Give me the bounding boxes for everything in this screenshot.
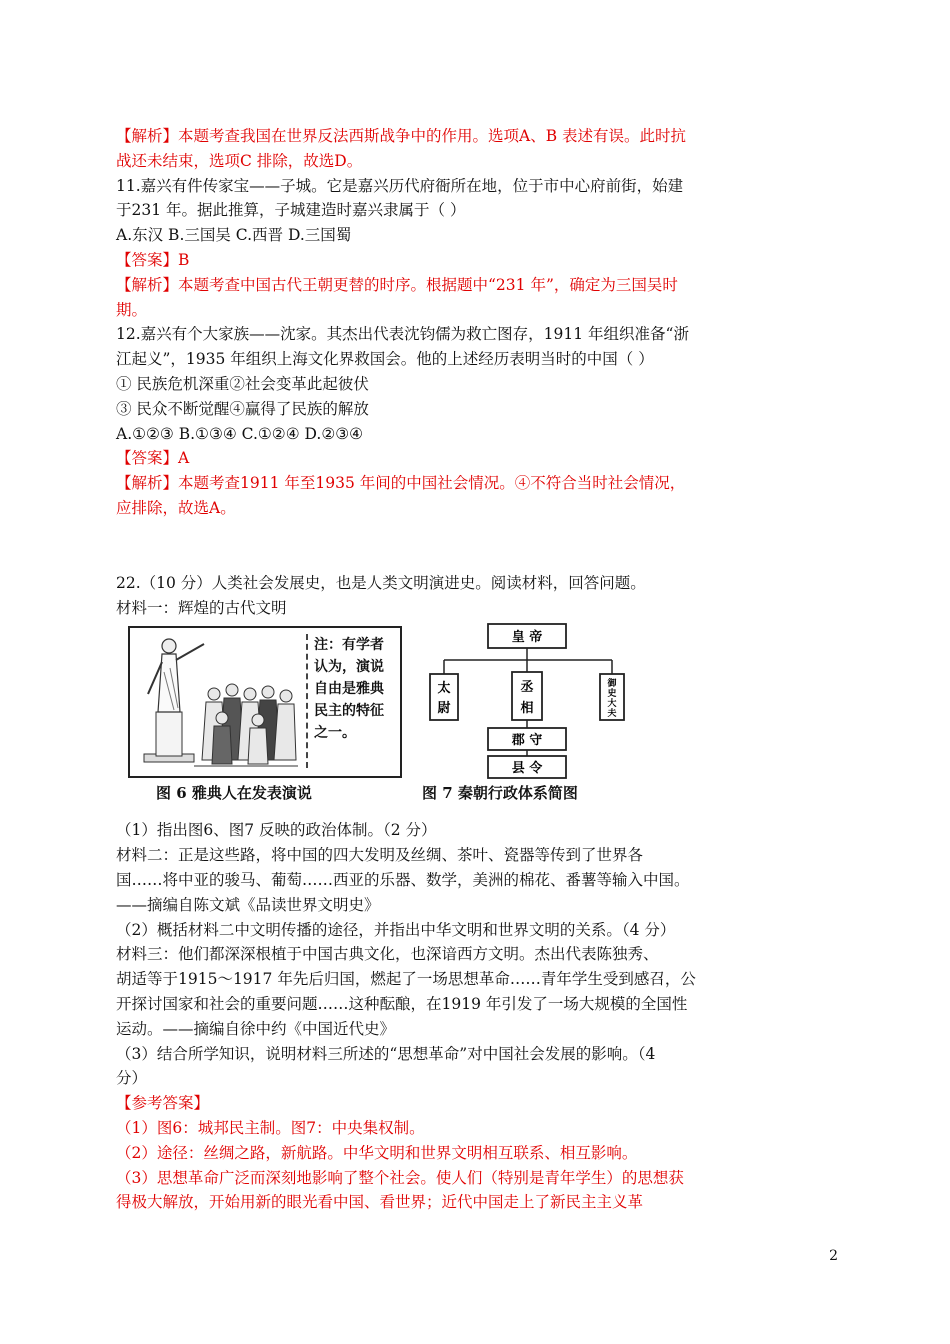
text-line: 材料三：他们都深深根植于中国古典文化，也深谙西方文明。杰出代表陈独秀、 [116, 945, 659, 964]
node-taiwei-2: 尉 [437, 701, 451, 717]
text-line: 11.嘉兴有件传家宝——子城。它是嘉兴历代府衙所在地，位于市中心府前街，始建 [116, 176, 684, 195]
text-line: ① 民族危机深重②社会变革此起彼伏 [116, 374, 369, 393]
node-emperor: 皇 帝 [511, 630, 543, 646]
text-line: 材料二：正是这些路，将中国的四大发明及丝绸、茶叶、瓷器等传到了世界各 [116, 846, 644, 865]
node-yushi-3: 大 [607, 699, 617, 710]
athens-orator-illustration [134, 632, 300, 770]
text-line: 分） [116, 1069, 148, 1088]
node-xianling: 县 令 [511, 761, 543, 777]
page-number: 2 [829, 1248, 838, 1264]
text-line: A.①②③ B.①③④ C.①②④ D.②③④ [116, 424, 364, 443]
text-line: （2）概括材料二中文明传播的途径，并指出中华文明和世界文明的关系。（4 分） [116, 920, 676, 939]
document-body [116, 124, 756, 1215]
node-junshou: 郡 守 [511, 733, 543, 749]
text-line: A.东汉 B.三国吴 C.西晋 D.三国蜀 [116, 226, 352, 245]
text-line: 运动。——摘编自徐中约《中国近代史》 [116, 1019, 396, 1038]
figure-6-note: 注：有学者认为，演说自由是雅典民主的特征之一。 [306, 634, 394, 768]
text-line: 【解析】本题考查1911 年至1935 年间的中国社会情况。④不符合当时社会情况， [116, 474, 686, 493]
figure-6-caption: 图 6 雅典人在发表演说 [156, 784, 312, 803]
node-chengxiang-2: 相 [520, 701, 534, 717]
text-line: 12.嘉兴有个大家族——沈家。其杰出代表沈钧儒为救亡图存，1911 年组织准备“浙 [116, 325, 689, 344]
text-line: 开探讨国家和社会的重要问题……这种酝酿，在1919 年引发了一场大规模的全国性 [116, 994, 688, 1013]
node-yushi-4: 夫 [607, 709, 617, 720]
text-line: 【答案】B [116, 250, 190, 269]
text-line: 22.（10 分）人类社会发展史，也是人类文明演进史。阅读材料，回答问题。 [116, 573, 646, 592]
question-22-body [116, 818, 756, 1215]
text-line: （3）思想革命广泛而深刻地影响了整个社会。使人们（特别是青年学生）的思想获 [116, 1168, 684, 1187]
text-line: （1）指出图6、图7 反映的政治体制。（2 分） [116, 821, 437, 840]
figure-6 [128, 626, 402, 778]
node-yushi-1: 御 [607, 679, 617, 690]
node-yushi-2: 史 [607, 689, 617, 700]
text-line: （3）结合所学知识，说明材料三所述的“思想革命”对中国社会发展的影响。（4 [116, 1044, 656, 1063]
text-line: 战还未结束，选项C 排除，故选D。 [116, 151, 363, 170]
text-line: （1）图6：城邦民主制。图7：中央集权制。 [116, 1118, 425, 1137]
text-line: 应排除，故选A。 [116, 498, 236, 517]
section-gap [116, 521, 756, 571]
text-line: 胡适等于1915～1917 年先后归国，燃起了一场思想革命……青年学生受到感召，公 [116, 970, 696, 989]
question-22-intro [116, 571, 756, 621]
node-taiwei-1: 太 [437, 681, 451, 697]
question-block-top [116, 124, 756, 521]
text-line: 期。 [116, 300, 148, 319]
text-line: 【参考答案】 [116, 1094, 210, 1113]
text-line: 江起义”，1935 年组织上海文化界救国会。他的上述经历表明当时的中国（ ） [116, 350, 654, 369]
qin-administrative-diagram [426, 622, 626, 782]
text-line: 材料一：辉煌的古代文明 [116, 598, 287, 617]
text-line: ——摘编自陈文斌《品读世界文明史》 [116, 895, 380, 914]
figures-row [116, 626, 756, 814]
figure-7-caption: 图 7 秦朝行政体系简图 [422, 784, 578, 803]
text-line: 【解析】本题考查中国古代王朝更替的时序。根据题中“231 年”，确定为三国吴时 [116, 275, 678, 294]
text-line: 于231 年。据此推算，子城建造时嘉兴隶属于（ ） [116, 201, 466, 220]
text-line: 国……将中亚的骏马、葡萄……西亚的乐器、数学，美洲的棉花、番薯等输入中国。 [116, 870, 690, 889]
text-line: ③ 民众不断觉醒④赢得了民族的解放 [116, 399, 369, 418]
text-line: 【解析】本题考查我国在世界反法西斯战争中的作用。选项A、B 表述有误。此时抗 [116, 127, 687, 145]
text-line: 得极大解放，开始用新的眼光看中国、看世界；近代中国走上了新民主主义革 [116, 1193, 644, 1212]
text-line: 【答案】A [116, 449, 190, 468]
text-line: （2）途径：丝绸之路，新航路。中华文明和世界文明相互联系、相互影响。 [116, 1143, 638, 1162]
node-chengxiang-1: 丞 [520, 680, 534, 696]
